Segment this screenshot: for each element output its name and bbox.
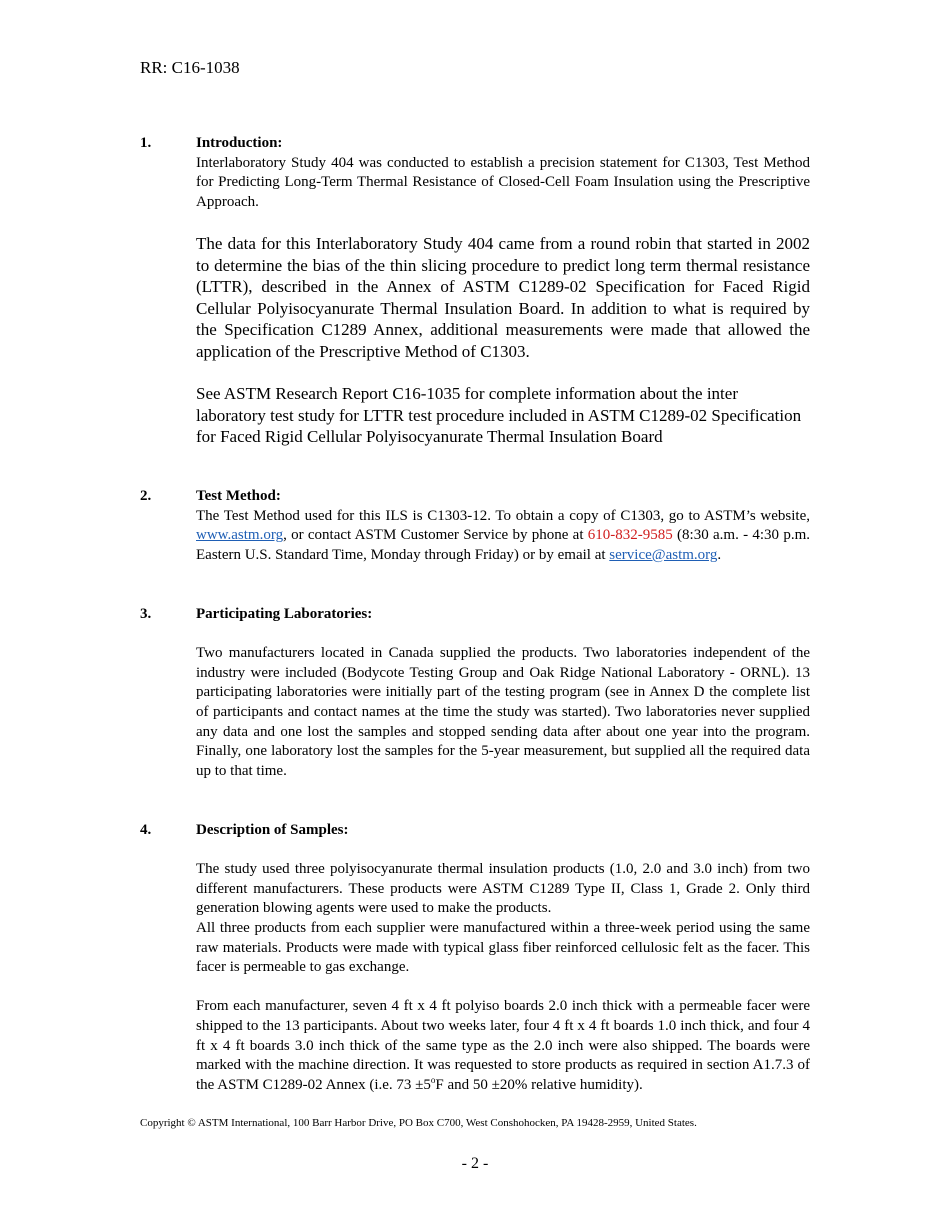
section-introduction [140,134,810,448]
paragraph: The data for this Interlaboratory Study 404 came from a round robin that started in 2002 to determine the bias of the thin slicing procedure to predict long term thermal resistance (LTTR), described in the Annex of ASTM C1289-02 Specification for Faced Rigid Cellular Polyisocyanurate Thermal Insulation Board. In addition to what is required by the Specification C1289 Annex, additional measurements were made that allowed the application of the Prescriptive Method of C1303. [196,234,810,361]
paragraph: See ASTM Research Report C16-1035 for complete information about the inter laboratory test study for LTTR test procedure included in ASTM C1289-02 Specification for Faced Rigid Cellular Polyisocyanurate Thermal Insulation Board [196,384,802,447]
section-number: 3. [140,606,152,622]
section-number: 4. [140,822,152,838]
degree-mark: o [430,1074,436,1085]
section-heading: Participating Laboratories: [196,606,373,622]
website-link[interactable]: www.astm.org [196,527,284,544]
paragraph: Two manufacturers located in Canada supplied the products. Two laboratories independent of the industry were included (Bodycote Testing Group and Oak Ridge National Laboratory - ORNL). 13 participating laboratories were initially part of the testing program (see in Annex D the complete list of participants and contact names at the time the study was started). Two laboratories never supplied any data and one lost the samples and stopped sending data after about one year into the program. Finally, one laboratory lost the samples for the 5-year measurement, but supplied all the required data up to that time. [196,645,810,779]
paragraph: All three products from each supplier were manufactured within a three-week period using the same raw materials. Products were made with typical glass fiber reinforced cellulosic felt as the facer. This facer is permeable to gas exchange. [196,919,810,976]
copyright-footer: Copyright © ASTM International, 100 Barr Harbor Drive, PO Box C700, West Conshohocken, PA 19428-2959, United States. [140,1117,697,1129]
section-participating-laboratories [140,605,810,781]
section-heading: Test Method: [196,488,281,504]
page-number: - 2 - [461,1155,489,1172]
paragraph: The study used three polyisocyanurate thermal insulation products (1.0, 2.0 and 3.0 inch) from two different manufacturers. These products were ASTM C1289 Type II, Class 1, Grade 2. Only third generation blowing agents were used to make the products. [196,861,810,917]
section-heading: Introduction: [196,135,283,151]
section-test-method [140,487,810,565]
section-number: 2. [140,488,152,504]
section-heading: Description of Samples: [196,822,349,838]
email-link[interactable]: service@astm.org [609,546,718,563]
report-id: RR: C16-1038 [140,58,240,77]
section-description-of-samples [140,821,810,1095]
phone-number: 610-832-9585 [587,527,673,544]
paragraph: From each manufacturer, seven 4 ft x 4 ft polyiso boards 2.0 inch thick with a permeable facer were shipped to the 13 participants. About two weeks later, four 4 ft x 4 ft boards 1.0 inch thick, and four 4 ft x 4 ft boards 3.0 inch thick of the same type as the 2.0 inch were also shipped. The boards were marked with the machine direction. It was requested to store products as required in section A1.7.3 of the ASTM C1289-02 Annex (i.e. $73 \pm 5^oF$ and 50 ±20% relative humidity). [196,998,810,1093]
paragraph: Interlaboratory Study 404 was conducted to establish a precision statement for C1303, Test Method for Predicting Long-Term Thermal Resistance of Closed-Cell Foam Insulation using the Prescriptive Approach. [196,154,810,210]
temperature-tolerance: ±5 [415,1076,431,1093]
humidity-tolerance: ±20% [491,1076,528,1093]
section-number: 1. [140,135,152,151]
paragraph: The Test Method used for this ILS is C1303-12. To obtain a copy of C1303, go to ASTM’s website, www.astm.org, or contact ASTM Customer Service by phone at 610-832-9585 (8:30 a.m. - 4:30 p.m. Eastern U.S. Standard Time, Monday through Friday) or by email at service@astm.org. [196,507,810,563]
